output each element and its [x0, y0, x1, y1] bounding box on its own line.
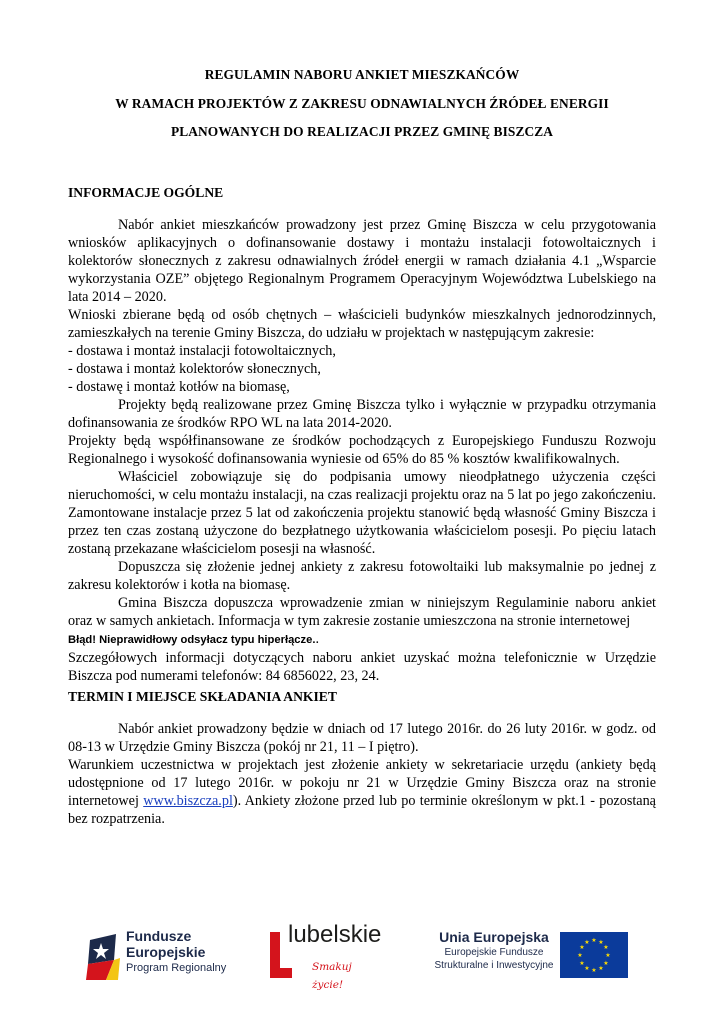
doc-title-line-3: PLANOWANYCH DO REALIZACJI PRZEZ GMINĘ BISZCZA	[170, 124, 554, 139]
hyperlink-error-line	[68, 630, 656, 649]
paragraph	[68, 756, 656, 828]
doc-title-line-2: W RAMACH PROJEKTÓW Z ZAKRESU ODNAWIALNYCH ŹRÓDEŁ ENERGII	[115, 96, 609, 111]
svg-text:★: ★	[577, 952, 583, 959]
hyperlink-error-text: Błąd! Nieprawidłowy odsyłacz typu hiperłącze.	[68, 634, 316, 646]
svg-text:★: ★	[584, 965, 590, 972]
paragraph: Nabór ankiet mieszkańców prowadzony jest przez Gminę Biszcza w celu przygotowania wniosków aplikacyjnych o dofinansowanie dostawy i montażu instalacji fotowoltaicznych i kolektorów słonecznych z zakresu odnawialnych źródeł energii w ramach działania 4.1 „Wsparcie wykorzystania OZE” objętego Regionalnym Programem Operacyjnym Województwa Lubelskiego na lata 2014 – 2020.	[68, 217, 656, 305]
lubelskie-slogan: Smakuj życie!	[312, 961, 352, 991]
ue-line-3: Strukturalne i Inwestycyjne	[434, 960, 554, 971]
doc-title-line-1: REGULAMIN NABORU ANKIET MIESZKAŃCÓW	[204, 67, 520, 82]
ue-text-block	[432, 928, 556, 972]
fundusze-europejskie-logo	[84, 928, 244, 986]
fe-line-2: Europejskie	[126, 944, 206, 960]
svg-text:★: ★	[591, 967, 597, 974]
website-link[interactable]: www.biszcza.pl	[143, 793, 233, 809]
section-heading-general: INFORMACJE OGÓLNE	[68, 185, 224, 200]
paragraph: Nabór ankiet prowadzony będzie w dniach od 17 lutego 2016r. do 26 luty 2016r. w godz. od 08-13 w Urzędzie Gminy Biszcza (pokój nr 21, 11 – I piętro).	[68, 721, 656, 755]
lubelskie-name: lubelskie	[288, 921, 382, 948]
svg-text:★: ★	[598, 939, 604, 946]
paragraph: Szczegółowych informacji dotyczących naboru ankiet uzyskać można telefonicznie w Urzędzie Biszcza pod numerami telefonów: 84 6856022, 23, 24.	[68, 650, 656, 684]
paragraph: Projekty będą współfinansowane ze środków pochodzących z Europejskiego Funduszu Rozwoju Regionalnego i wysokość dofinansowania wyniesie od 65% do 85 % kosztów kwalifikowalnych.	[68, 433, 656, 467]
ue-line-1: Unia Europejska	[439, 929, 549, 945]
paragraph-text: Warunkiem uczestnictwa w projektach jest złożenie ankiety w sekretariacie urzędu (ankiety będą udostępnione od 17 lutego 2016r. w pokoju nr 21 w Urzędzie Gminy Biszcza oraz na stronie internetowej	[68, 757, 656, 809]
hyperlink-error-suffix: .	[315, 631, 319, 647]
fe-line-3: Program Regionalny	[126, 962, 227, 974]
paragraph: Projekty będą realizowane przez Gminę Biszcza tylko i wyłącznie w przypadku otrzymania dofinansowania ze środków RPO WL na lata 2014-2020.	[68, 397, 656, 431]
logo-footer	[0, 920, 724, 990]
paragraph: Właściciel zobowiązuje się do podpisania umowy nieodpłatnego użyczenia części nieruchomości, w celu montażu instalacji, na czas realizacji projektu oraz na 5 lat po jego zakończeniu. Zamontowane instalacje przez 5 lat od zakończenia projektu stanowić będą własność Gminy Biszcza i przez ten czas zostaną użyczone do bezpłatnego użytkowania właścicielom posesji. Po pięciu latach zostaną przekazane właścicielom posesji na własność.	[68, 469, 656, 557]
svg-text:★: ★	[603, 960, 609, 967]
svg-text:★: ★	[584, 939, 590, 946]
section-body-general	[68, 216, 656, 685]
section-heading-deadline: TERMIN I MIEJSCE SKŁADANIA ANKIET	[68, 689, 337, 704]
paragraph-text: ). Ankiety złożone przed lub po terminie określonym w pkt.1 - pozostaną bez rozpatrzenia.	[68, 793, 656, 827]
svg-text:★: ★	[579, 960, 585, 967]
paragraph: Wnioski zbierane będą od osób chętnych – właścicieli budynków mieszkalnych jednorodzinnych, zamieszkałych na terenie Gminy Biszcza, do udziału w projektach w następującym zakresie:	[68, 307, 656, 341]
fe-line-1: Fundusze	[126, 928, 192, 944]
list-item: - dostawa i montaż instalacji fotowoltaicznych,	[68, 343, 336, 359]
svg-text:★: ★	[579, 944, 585, 951]
svg-text:★: ★	[591, 937, 597, 944]
list-item: - dostawę i montaż kotłów na biomasę,	[68, 379, 290, 395]
paragraph: Dopuszcza się złożenie jednej ankiety z zakresu fotowoltaiki lub maksymalnie po jednej z zakresu kolektorów i kotła na biomasę.	[68, 559, 656, 593]
ue-line-2: Europejskie Fundusze	[444, 947, 544, 958]
svg-text:★: ★	[598, 965, 604, 972]
list-item: - dostawa i montaż kolektorów słonecznych,	[68, 361, 321, 377]
svg-text:★: ★	[603, 944, 609, 951]
unia-europejska-logo	[432, 928, 632, 988]
fe-text-block	[126, 928, 226, 976]
fe-star-icon	[84, 930, 124, 982]
svg-text:★: ★	[605, 952, 611, 959]
section-body-deadline	[68, 720, 656, 828]
eu-flag-icon	[560, 932, 628, 978]
paragraph: Gmina Biszcza dopuszcza wprowadzenie zmian w niniejszym Regulaminie naboru ankiet oraz w samych ankietach. Informacja w tym zakresie zostanie umieszczona na stronie internetowej	[68, 595, 656, 629]
lubelskie-logo	[266, 921, 386, 991]
